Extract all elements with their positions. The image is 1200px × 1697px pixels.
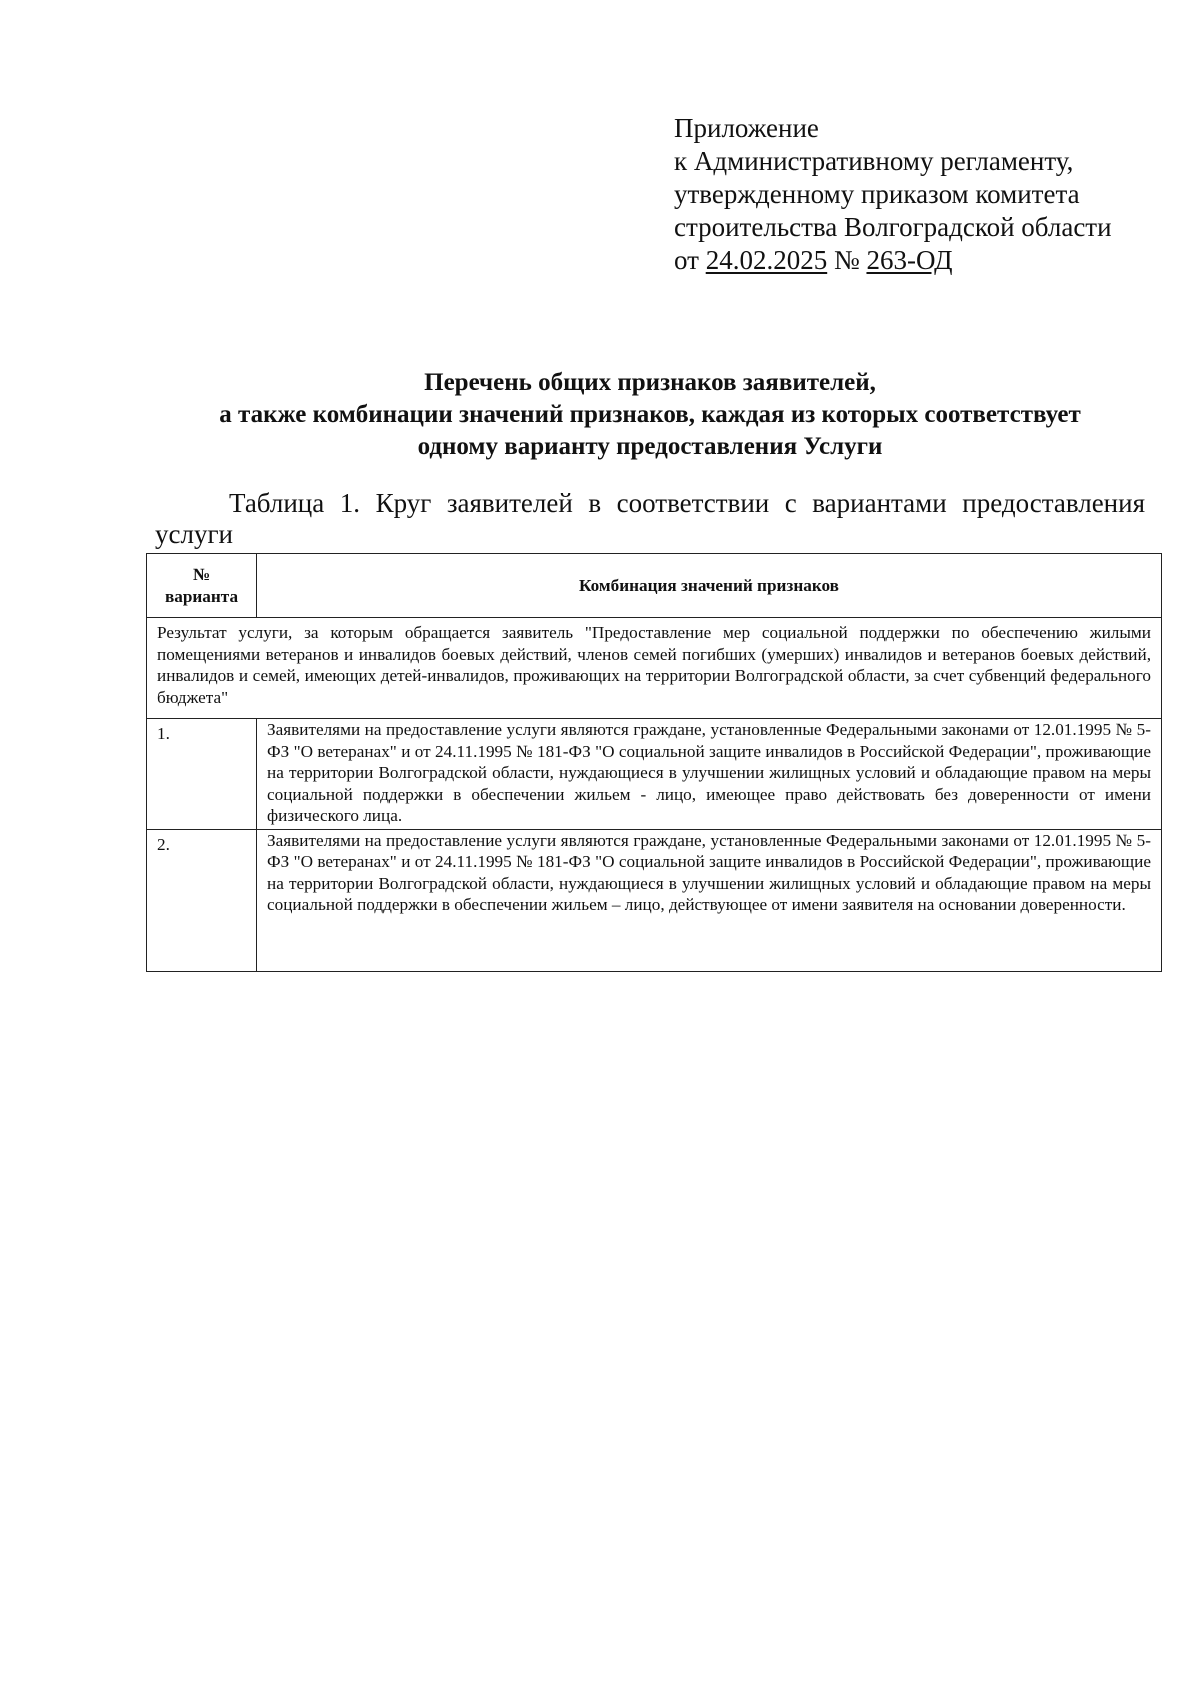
table-row (147, 719, 1162, 830)
applicants-table (146, 553, 1162, 972)
service-result-cell: Результат услуги, за которым обращается заявитель "Предоставление мер социальной поддержки по обеспечению жилыми помещениями ветеранов и инвалидов боевых действий, членов семей погибших (умерших) инвалидов и ветеранов боевых действий, инвалидов и семей, имеющих детей-инвалидов, проживающих на территории Волгоградской области, за счет субвенций федерального бюджета" (147, 618, 1162, 719)
appendix-title: Приложение (674, 113, 819, 143)
order-number: 263-ОД (866, 245, 953, 275)
table-caption-line-1: Таблица 1. Круг заявителей в соответствии с вариантами предоставления (229, 488, 1145, 518)
appendix-date-line (674, 244, 1174, 277)
title-line-3: одному варианту предоставления Услуги (417, 433, 883, 460)
date-prefix: от (674, 245, 706, 275)
header-variant-word: варианта (164, 586, 239, 606)
document-title (130, 367, 1170, 463)
variant-text-cell: Заявителями на предоставление услуги являются граждане, установленные Федеральными законами от 12.01.1995 № 5-ФЗ "О ветеранах" и от 24.11.1995 № 181-ФЗ "О социальной защите инвалидов в Российской Федерации", проживающие на территории Волгоградской области, нуждающиеся в улучшении жилищных условий и обладающие правом на меры социальной поддержки в обеспечении жильем – лицо, действующее от имени заявителя на основании доверенности. (257, 829, 1162, 971)
header-variant-number (147, 554, 257, 618)
title-line-1: Перечень общих признаков заявителей, (424, 369, 876, 396)
variant-text-cell: Заявителями на предоставление услуги являются граждане, установленные Федеральными законами от 12.01.1995 № 5-ФЗ "О ветеранах" и от 24.11.1995 № 181-ФЗ "О социальной защите инвалидов в Российской Федерации", проживающие на территории Волгоградской области, нуждающиеся в улучшении жилищных условий и обладающие правом на меры социальной поддержки в обеспечении жильем - лицо, имеющее право действовать без доверенности от имени физического лица. (257, 719, 1162, 830)
table-header-row (147, 554, 1162, 618)
number-prefix: № (827, 245, 867, 275)
order-date: 24.02.2025 (705, 245, 828, 275)
table-caption-line-2: услуги (155, 519, 233, 549)
header-number-sign: № (192, 565, 211, 584)
variant-number-cell: 2. (147, 829, 257, 971)
appendix-block (674, 112, 1174, 277)
appendix-line-regulation: к Административному регламенту, (674, 146, 1074, 176)
header-combination: Комбинация значений признаков (257, 554, 1162, 618)
title-line-2: а также комбинации значений признаков, каждая из которых соответствует (219, 401, 1081, 428)
table-row (147, 829, 1162, 971)
result-row (147, 618, 1162, 719)
appendix-line-committee: строительства Волгоградской области (674, 212, 1112, 242)
appendix-line-order: утвержденному приказом комитета (674, 179, 1080, 209)
variant-number-cell: 1. (147, 719, 257, 830)
table-caption (155, 488, 1145, 550)
